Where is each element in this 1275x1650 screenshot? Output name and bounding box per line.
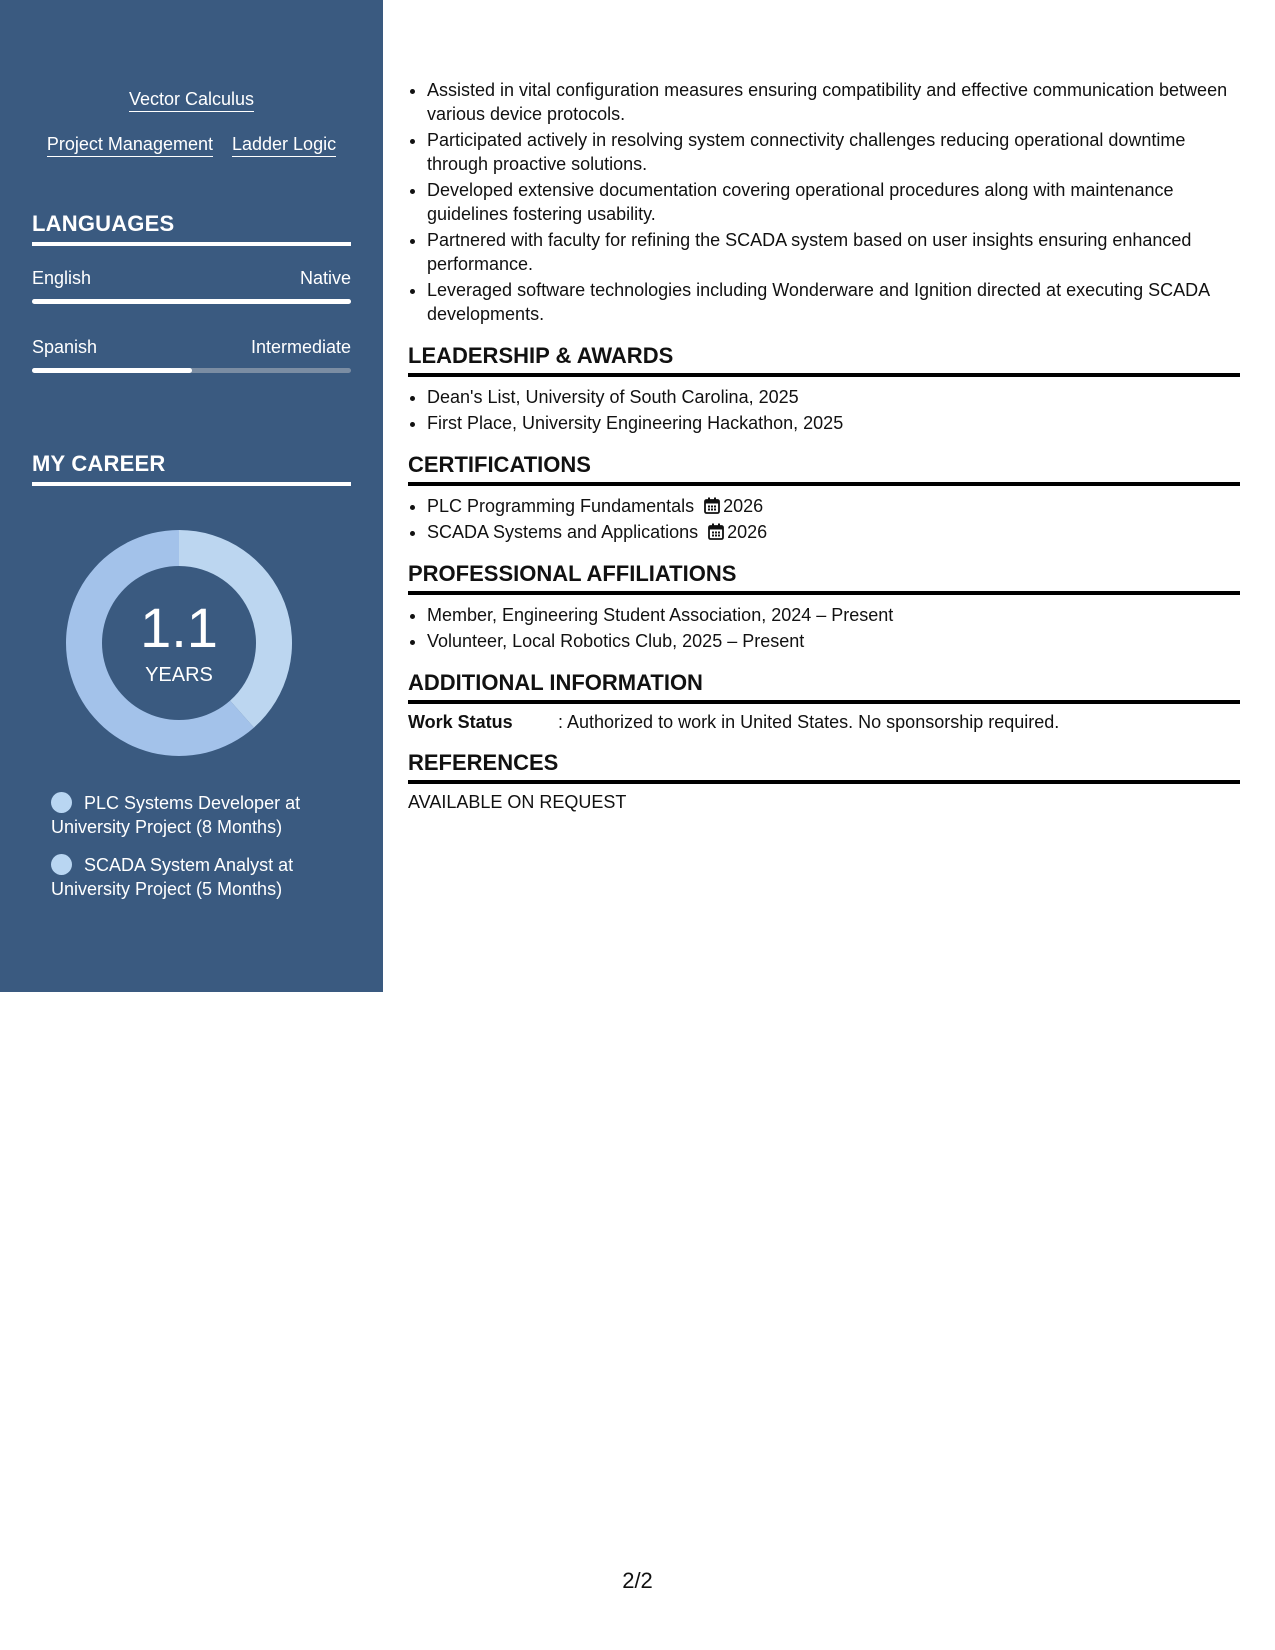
list-item: • Leveraged software technologies including Wonderware and Ignition directed at executing SCADA developments. xyxy=(427,278,1240,326)
work-status-value: : Authorized to work in United States. No sponsorship required. xyxy=(558,712,1060,732)
page-number: 2/2 xyxy=(622,1568,653,1593)
career-years-value: 1.1 xyxy=(140,596,218,659)
list-item: • First Place, University Engineering Hackathon, 2025 xyxy=(427,411,1240,435)
certification-name: SCADA Systems and Applications xyxy=(427,522,699,542)
calendar-icon xyxy=(704,497,720,514)
language-proficiency-fill xyxy=(32,368,192,373)
work-status-row xyxy=(408,712,1240,733)
list-item: • Developed extensive documentation covering operational procedures along with maintenance guidelines fostering usability. xyxy=(427,178,1240,226)
skill-tag: Ladder Logic xyxy=(232,133,336,157)
list-item: • Member, Engineering Student Association, 2024 – Present xyxy=(427,603,1240,627)
languages-heading: LANGUAGES xyxy=(32,211,351,246)
list-item: • Assisted in vital configuration measures ensuring compatibility and effective communication between various device protocols. xyxy=(427,78,1240,126)
legend-dot xyxy=(51,854,72,875)
certification-year: 2026 xyxy=(723,496,764,516)
work-status-label: Work Status xyxy=(408,712,513,732)
career-item-text: PLC Systems Developer at University Project (8 Months) xyxy=(51,793,301,837)
skills-row-1 xyxy=(0,88,383,112)
career-item xyxy=(51,791,341,839)
language-level: Intermediate xyxy=(250,337,351,357)
language-name: Spanish xyxy=(32,337,98,357)
certification-name: PLC Programming Fundamentals xyxy=(427,496,695,516)
calendar-icon xyxy=(708,523,724,540)
list-item: • Volunteer, Local Robotics Club, 2025 – Present xyxy=(427,629,1240,653)
language-proficiency-bar xyxy=(32,368,351,373)
sidebar xyxy=(0,0,383,992)
experience-bullets xyxy=(408,78,1240,326)
list-item xyxy=(427,494,1240,518)
language-level: Native xyxy=(299,268,351,288)
career-item xyxy=(51,853,341,901)
leadership-list xyxy=(408,385,1240,435)
certifications-heading: CERTIFICATIONS xyxy=(408,451,1240,486)
list-item xyxy=(427,520,1240,544)
skill-tag: Vector Calculus xyxy=(129,88,254,112)
career-years-unit: YEARS xyxy=(145,664,213,686)
list-item: • Partnered with faculty for refining the SCADA system based on user insights ensuring enhanced performance. xyxy=(427,228,1240,276)
career-item-text: SCADA System Analyst at University Project (5 Months) xyxy=(51,855,294,899)
legend-dot xyxy=(51,792,72,813)
affiliations-heading: PROFESSIONAL AFFILIATIONS xyxy=(408,560,1240,595)
certifications-list xyxy=(408,494,1240,544)
career-heading: MY CAREER xyxy=(32,451,351,486)
certification-year: 2026 xyxy=(727,522,768,542)
main-content xyxy=(408,78,1240,813)
affiliations-list xyxy=(408,603,1240,653)
list-item: • Dean's List, University of South Carolina, 2025 xyxy=(427,385,1240,409)
language-proficiency-bar xyxy=(32,299,351,304)
language-name: English xyxy=(32,268,92,288)
list-item: • Participated actively in resolving system connectivity challenges reducing operational downtime through proactive solutions. xyxy=(427,128,1240,176)
additional-info-heading: ADDITIONAL INFORMATION xyxy=(408,669,1240,704)
skills-row-2 xyxy=(0,133,383,157)
references-heading: REFERENCES xyxy=(408,749,1240,784)
leadership-heading: LEADERSHIP & AWARDS xyxy=(408,342,1240,377)
language-proficiency-fill xyxy=(32,299,351,304)
references-text: AVAILABLE ON REQUEST xyxy=(408,792,627,812)
skill-tag: Project Management xyxy=(47,133,213,157)
